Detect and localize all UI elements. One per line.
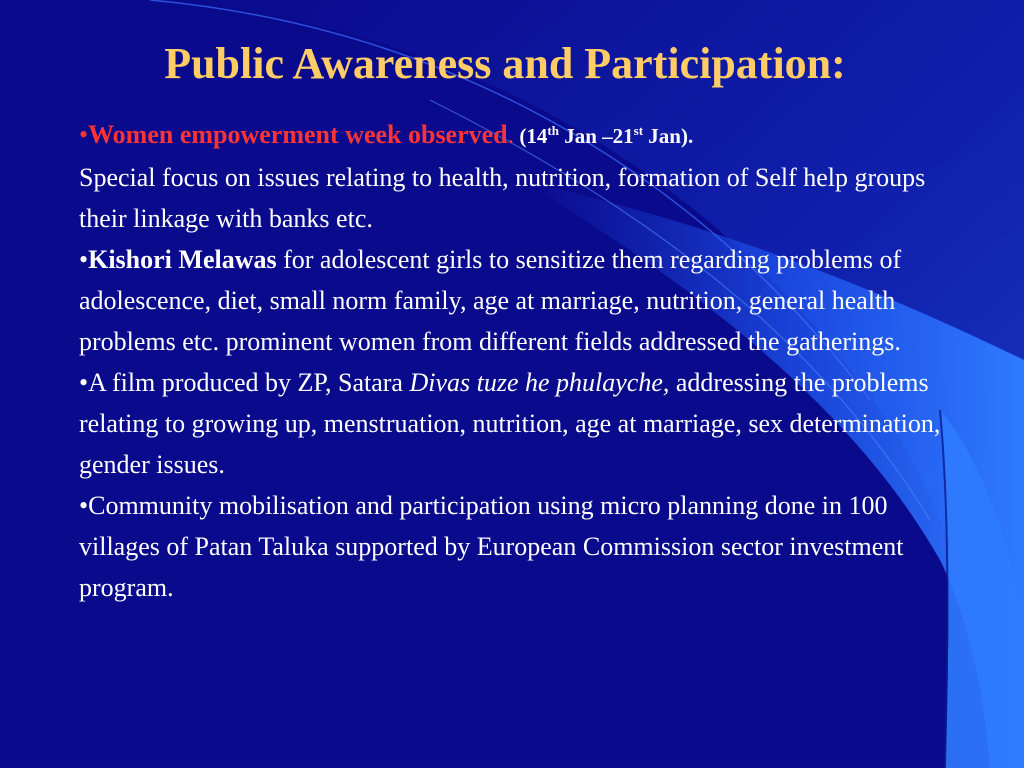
date-suffix-st: st <box>633 123 644 138</box>
item-lead-kishori-melawas: Kishori Melawas <box>88 245 277 274</box>
item-lead-women-empowerment: Women empowerment week observed <box>88 120 508 149</box>
item-date-range <box>514 124 693 148</box>
date-close: Jan). <box>643 124 694 148</box>
date-suffix-th: th <box>547 123 559 138</box>
date-open: (14 <box>514 124 548 148</box>
slide-body <box>79 114 959 608</box>
film-title: Divas tuze he phulayche, <box>409 368 670 397</box>
item-text-women-empowerment: Special focus on issues relating to health, nutrition, formation of Self help groups their linkage with banks etc. <box>79 163 926 233</box>
bullet-symbol: • <box>79 245 89 274</box>
date-mid: Jan –21 <box>558 124 634 148</box>
item-text-film-before: A film produced by ZP, Satara <box>88 368 410 397</box>
item-text-kishori-melawas: for adolescent girls to sensitize them regarding problems of adolescence, diet, small norm family, age at marriage, nutrition, general health problems etc. prominent women from different fields addressed the gatherings. <box>79 245 902 356</box>
bullet-item-film <box>79 362 959 485</box>
bullet-symbol: • <box>79 120 89 149</box>
bullet-symbol: • <box>79 491 89 520</box>
bullet-item-kishori-melawas <box>79 239 959 362</box>
bullet-item-community-mobilisation <box>79 485 959 608</box>
item-text-community-mobilisation: Community mobilisation and participation using micro planning done in 100 villages of Patan Taluka supported by European Commission sector investment program. <box>79 491 904 602</box>
slide-title: Public Awareness and Participation: <box>164 39 846 88</box>
bullet-item-women-empowerment <box>79 114 959 239</box>
item-text-film-after: addressing the problems relating to growing up, menstruation, nutrition, age at marriage, sex determination, gender issues. <box>79 368 941 479</box>
bullet-symbol: • <box>79 368 89 397</box>
item-lead-tail: . <box>507 120 515 149</box>
